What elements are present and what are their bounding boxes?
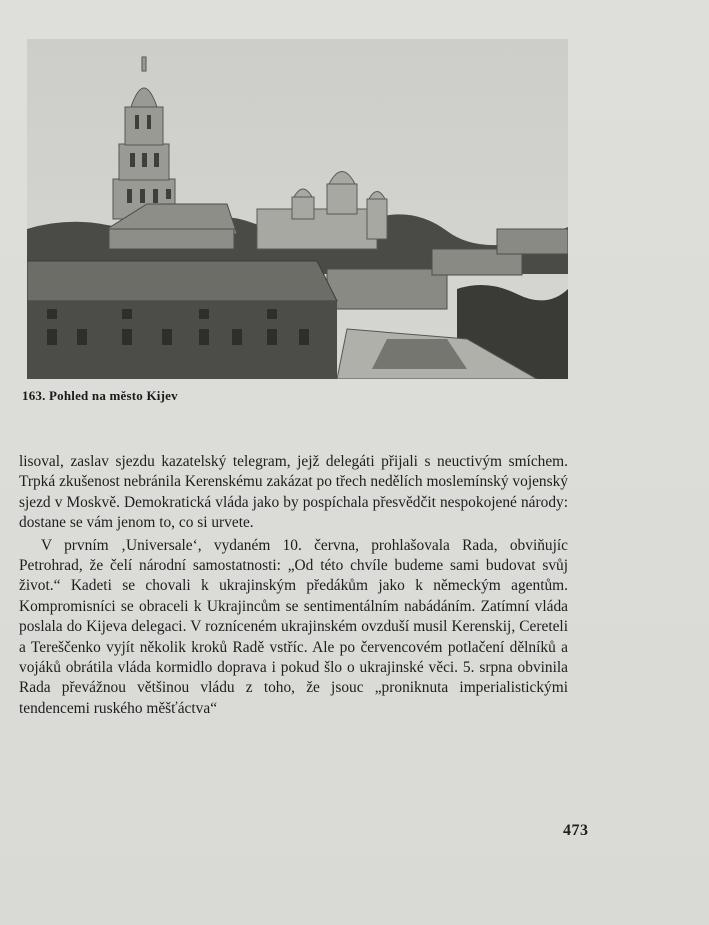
paragraph: lisoval, zaslav sjezdu kazatelský telegram, jejž delegáti přijali s neuctivým smíchem. Trpká zkušenost nebránila Kerenskému zakázat po třech nedělích moslemínský vojenský sjezd v Moskvě. Demokratická vláda jako by pospíchala přesvědčit nespokojené národy: dostane se vám jenom to, co si urvete. (19, 453, 568, 532)
body-text (19, 452, 568, 719)
paragraph: V prvním ‚Universale‘, vydaném 10. června, prohlašovala Rada, obviňujíc Petrohrad, že čelí národní samostatnosti: „Od této chvíle budeme sami budovat svůj život.“ Kadeti se chovali k ukrajinským předákům jako k německým agentům. Kompromisníci se obraceli k Ukrajincům se sentimentálním nabádáním. Zatímní vláda poslala do Kijeva delegaci. V rozníceném ukrajinském ovzduší musil Kerenskij, Cereteli a Tereščenko vyjít několik kroků Radě vstříc. Ale po červencovém potlačení dělníků a vojáků obrátila vláda kormidlo doprava i pokud šlo o ukrajinské věci. 5. srpna obvinila Rada převážnou většinou vládu z toho, že jsouc „proniknuta imperialistickými tendencemi ruského měšťáctva“ (19, 536, 568, 717)
page-number: 473 (563, 822, 589, 839)
kiev-panorama-image (27, 39, 568, 379)
kiev-photograph (27, 39, 568, 379)
figure-caption: 163. Pohled na město Kijev (22, 388, 178, 403)
